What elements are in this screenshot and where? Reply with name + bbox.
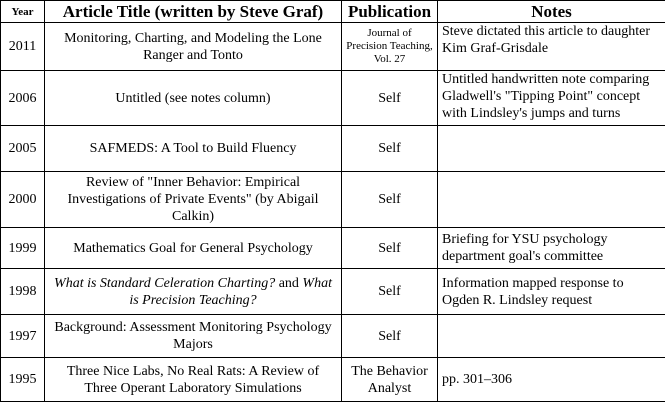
year-cell: 1995 [1,358,45,402]
year-cell: 2005 [1,126,45,172]
publication-cell: Self [342,172,438,228]
notes-cell: Information mapped response to Ogden R. Lindsley request [438,269,665,315]
notes-cell: Untitled handwritten note comparing Gladwell's "Tipping Point" concept with Lindsley's jumps and turns [438,71,665,126]
year-cell: 1997 [1,315,45,358]
header-row [1,1,665,23]
title-cell: Mathematics Goal for General Psychology [45,228,342,269]
notes-cell: Steve dictated this article to daughter Kim Graf-Grisdale [438,23,665,71]
publication-cell: Self [342,315,438,358]
title-italic-part: What is Precision Teaching? [129,275,332,308]
year-cell: 2011 [1,23,45,71]
table-row [1,172,665,228]
title-cell: Untitled (see notes column) [45,71,342,126]
publication-cell: Self [342,71,438,126]
publication-line: Precision Teaching, [346,40,433,52]
table-row [1,23,665,71]
title-cell: SAFMEDS: A Tool to Build Fluency [45,126,342,172]
publication-line: Vol. 27 [373,53,406,65]
publication-cell: Self [342,269,438,315]
year-cell: 2006 [1,71,45,126]
year-cell: 1998 [1,269,45,315]
table-row [1,71,665,126]
publication-column-header: Publication [342,1,438,23]
year-cell: 2000 [1,172,45,228]
notes-cell [438,126,665,172]
publication-line: Analyst [367,380,412,396]
title-connector: and [275,275,303,291]
publication-cell: Self [342,228,438,269]
notes-cell: pp. 301–306 [438,358,665,402]
year-column-header: Year [1,1,45,23]
table-row [1,228,665,269]
notes-column-header: Notes [438,1,665,23]
notes-cell: Briefing for YSU psychology department goal's committee [438,228,665,269]
title-cell [45,269,342,315]
year-cell: 1999 [1,228,45,269]
title-cell: Monitoring, Charting, and Modeling the Lone Ranger and Tonto [45,23,342,71]
publication-cell: Self [342,126,438,172]
notes-cell [438,172,665,228]
publication-cell [342,23,438,71]
title-cell: Background: Assessment Monitoring Psychology Majors [45,315,342,358]
table-row [1,315,665,358]
table-row [1,358,665,402]
publication-line: The Behavior [351,363,428,379]
title-column-header: Article Title (written by Steve Graf) [45,1,342,23]
table-row [1,269,665,315]
title-italic-part: What is Standard Celeration Charting? [54,275,276,291]
table-row [1,126,665,172]
publication-cell [342,358,438,402]
publication-line: Journal of [367,27,412,39]
notes-cell [438,315,665,358]
title-cell: Review of "Inner Behavior: Empirical Investigations of Private Events" (by Abigail Calkin) [45,172,342,228]
title-cell: Three Nice Labs, No Real Rats: A Review of Three Operant Laboratory Simulations [45,358,342,402]
